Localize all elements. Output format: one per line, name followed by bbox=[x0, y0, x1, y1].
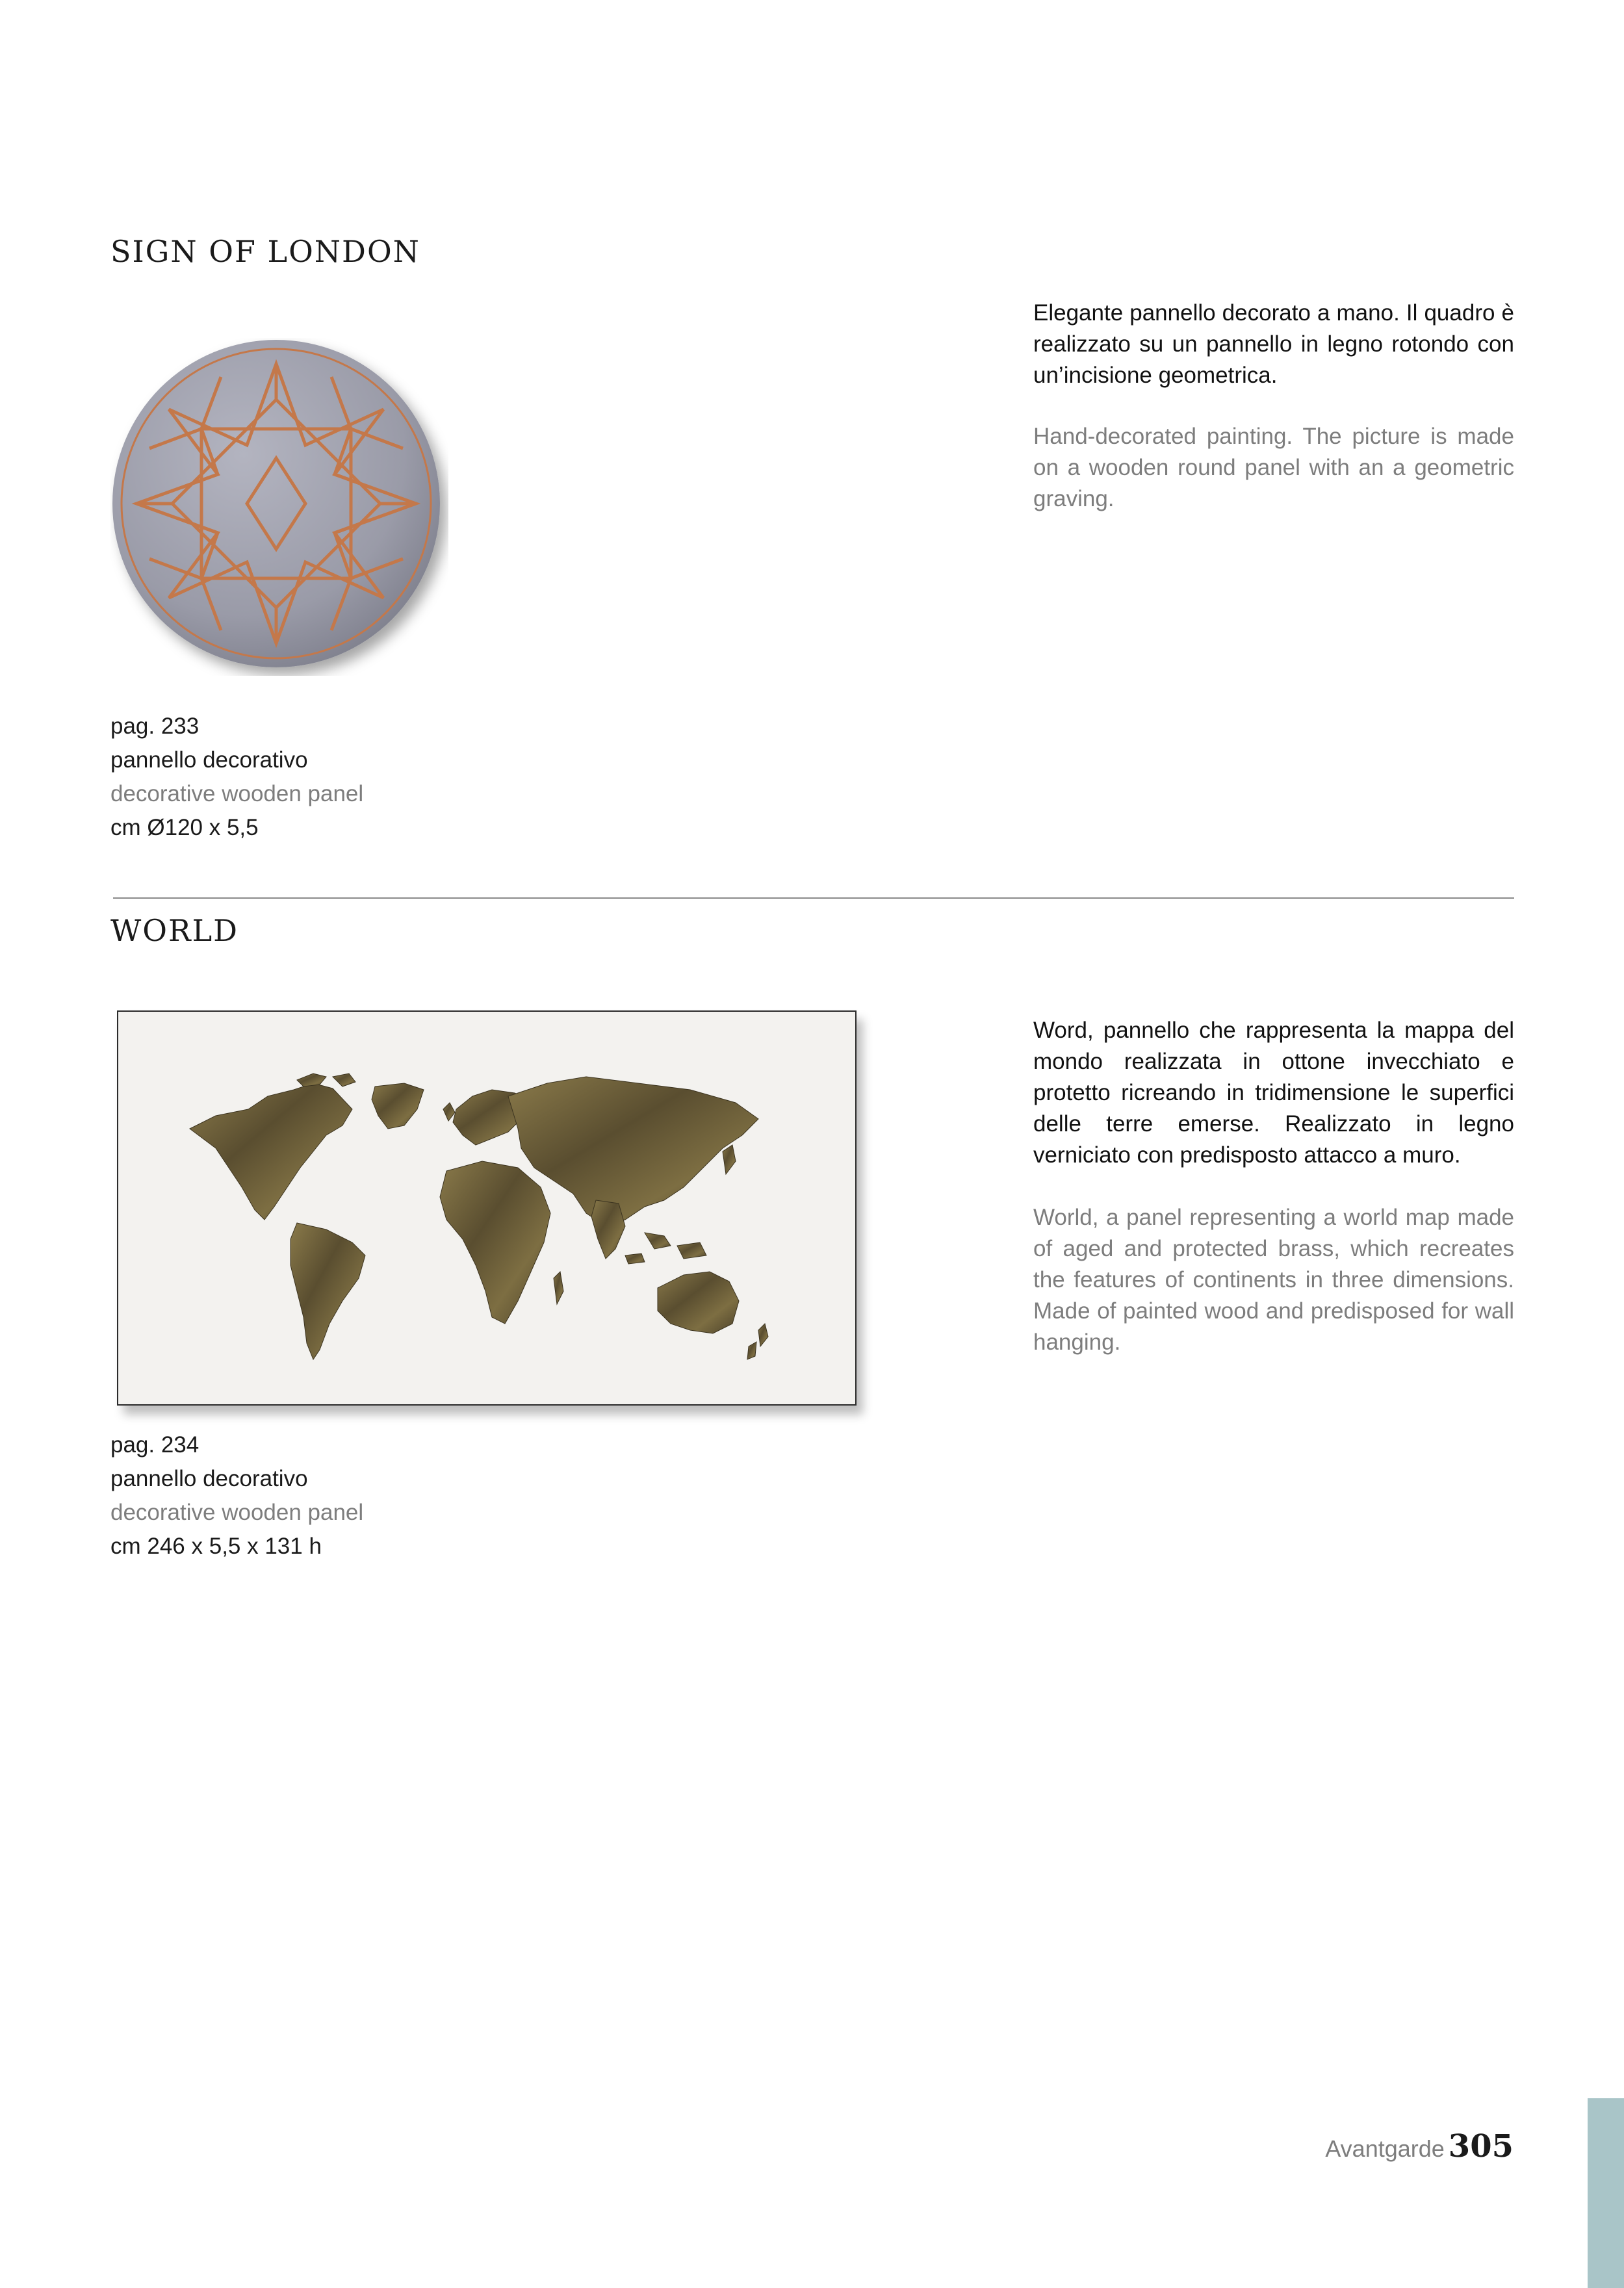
catalog-section-name: Avantgarde bbox=[1325, 2135, 1445, 2162]
world-product-info bbox=[110, 1428, 363, 1563]
section-title-world: WORLD bbox=[110, 913, 239, 948]
world-description-english: World, a panel representing a world map made of aged and protected brass, which recreates the features of continents in three dimensions. Made of painted wood and predisposed for wall hanging. bbox=[1033, 1205, 1514, 1355]
sign-of-london-panel-image bbox=[110, 338, 448, 676]
sign-of-london-description-italian: Elegante pannello decorato a mano. Il quadro è realizzato su un pannello in legno rotondo con un’incisione geometrica. bbox=[1033, 300, 1514, 388]
product-type-english: decorative wooden panel bbox=[110, 781, 364, 806]
sign-of-london-description-english: Hand-decorated painting. The picture is made on a wooden round panel with an a geometric graving. bbox=[1033, 424, 1514, 511]
section-side-tab bbox=[1588, 2098, 1624, 2288]
section-title-sign-of-london: SIGN OF LONDON bbox=[110, 234, 420, 269]
product-dimensions: cm Ø120 x 5,5 bbox=[110, 815, 259, 840]
sign-of-london-product-info bbox=[110, 710, 363, 845]
product-type-english: decorative wooden panel bbox=[110, 1500, 364, 1525]
page-reference: pag. 234 bbox=[110, 1432, 200, 1458]
page-reference: pag. 233 bbox=[110, 713, 200, 739]
world-description-italian: Word, pannello che rappresenta la mappa del mondo realizzata in ottone invecchiato e protetto ricreando in tridimensione le superfici delle terre emerse. Realizzato in legno verniciato con predisposto attacco a muro. bbox=[1033, 1018, 1514, 1168]
page-footer bbox=[1325, 2128, 1514, 2165]
section-divider bbox=[113, 897, 1514, 899]
page-number: 305 bbox=[1448, 2128, 1514, 2165]
world-map-panel-image bbox=[117, 1010, 857, 1406]
product-type-italian: pannello decorativo bbox=[110, 1466, 308, 1491]
product-type-italian: pannello decorativo bbox=[110, 747, 308, 773]
product-dimensions: cm 246 x 5,5 x 131 h bbox=[110, 1534, 322, 1559]
